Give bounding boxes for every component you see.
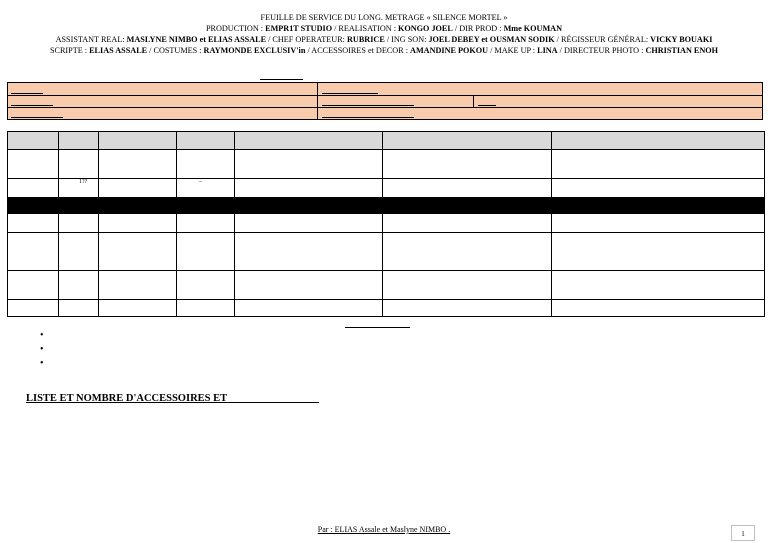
table-cell [8, 198, 765, 214]
cell-mark: 1?? [79, 179, 88, 185]
table-cell[interactable] [235, 214, 383, 233]
table-row [8, 214, 765, 233]
table-cell[interactable] [8, 300, 59, 317]
schedule-table [7, 131, 765, 317]
make-up-value: LINA [537, 46, 558, 55]
table-cell [383, 132, 552, 150]
table-cell[interactable] [552, 271, 765, 300]
table-cell[interactable] [59, 271, 99, 300]
production-value: EMPR1T STUDIO [265, 24, 333, 33]
table-cell[interactable] [99, 271, 177, 300]
assistant-label: ASSISTANT REAL: [55, 35, 127, 44]
table-header-row [8, 132, 765, 150]
table-cell [552, 132, 765, 150]
table-cell[interactable] [383, 150, 552, 179]
table-cell [177, 132, 235, 150]
table-cell [235, 132, 383, 150]
accessoires-label: / ACCESSOIRES et DECOR : [305, 46, 411, 55]
info-field-line[interactable] [11, 93, 43, 94]
info-field-line[interactable] [322, 117, 414, 118]
table-cell[interactable] [177, 150, 235, 179]
scripte-value: ELIAS ASSALE [89, 46, 148, 55]
table-cell[interactable] [8, 271, 59, 300]
info-divider-vertical [317, 83, 318, 119]
table-cell[interactable] [177, 233, 235, 271]
ing-son-label: / ING SON: [384, 35, 429, 44]
dir-prod-label: / DIR PROD : [452, 24, 504, 33]
table-cell[interactable] [552, 179, 765, 198]
info-field-line[interactable] [478, 105, 496, 106]
ing-son-value: JOEL DEBEY et OUSMAN SODIK [428, 35, 555, 44]
table-cell[interactable] [8, 233, 59, 271]
list-item: • [40, 330, 47, 341]
table-cell [99, 132, 177, 150]
dir-prod-value: Mme KOUMAN [503, 24, 563, 33]
table-cell[interactable] [8, 214, 59, 233]
table-cell[interactable] [383, 271, 552, 300]
table-cell[interactable] [552, 214, 765, 233]
list-item: • [40, 358, 47, 369]
table-cell[interactable] [552, 233, 765, 271]
table-cell[interactable] [99, 179, 177, 198]
table-cell[interactable] [59, 179, 99, 198]
assistant-value: MASLYNE NIMBO et ELIAS ASSALE [126, 35, 267, 44]
footer [0, 525, 768, 534]
table-cell[interactable] [235, 300, 383, 317]
info-field-line[interactable] [11, 105, 53, 106]
crew-line-1 [0, 34, 768, 45]
table-cell[interactable] [177, 179, 235, 198]
dir-photo-label: / DIRECTEUR PHOTO : [557, 46, 646, 55]
accessoires-value: AMANDINE POKOU [410, 46, 489, 55]
table-separator-row [8, 198, 765, 214]
table-cell[interactable] [59, 233, 99, 271]
footer-text: Par : ELIAS Assale et Maslyne NIMBO . [317, 525, 451, 534]
table-cell[interactable] [552, 150, 765, 179]
chef-op-value: RUBRICE [347, 35, 385, 44]
table-row [8, 271, 765, 300]
table-cell[interactable] [99, 233, 177, 271]
info-divider-row-2 [8, 107, 762, 108]
info-divider-cell [473, 95, 474, 107]
table-row [8, 179, 765, 198]
table-cell[interactable] [383, 214, 552, 233]
scripte-label: SCRIPTE : [49, 46, 90, 55]
crew-line-2 [0, 45, 768, 56]
table-cell[interactable] [59, 300, 99, 317]
table-cell[interactable] [59, 150, 99, 179]
regisseur-label: / RÉGISSEUR GÉNÉRAL: [554, 35, 651, 44]
realisation-label: / REALISATION : [332, 24, 399, 33]
realisation-value: KONGO JOEL [398, 24, 453, 33]
table-cell [59, 132, 99, 150]
table-cell[interactable] [99, 214, 177, 233]
table-cell[interactable] [383, 179, 552, 198]
table-cell[interactable] [8, 150, 59, 179]
table-row [8, 150, 765, 179]
page-number: 1 [731, 525, 755, 541]
production-label: PRODUCTION : [205, 24, 266, 33]
table-row [8, 233, 765, 271]
regisseur-value: VICKY BOUAKI [650, 35, 713, 44]
list-item: • [40, 344, 47, 355]
table-cell[interactable] [8, 179, 59, 198]
table-cell[interactable] [99, 150, 177, 179]
table-cell[interactable] [235, 179, 383, 198]
info-field-line[interactable] [322, 93, 378, 94]
table-cell[interactable] [552, 300, 765, 317]
bullet-list [40, 329, 46, 371]
costumes-label: / COSTUMES : [147, 46, 204, 55]
table-cell[interactable] [383, 300, 552, 317]
section-underline [260, 79, 303, 80]
title-line: FEUILLE DE SERVICE DU LONG. METRAGE « SILENCE MORTEL » [260, 13, 508, 22]
info-field-line[interactable] [322, 105, 414, 106]
table-cell[interactable] [383, 233, 552, 271]
table-cell [8, 132, 59, 150]
table-cell[interactable] [177, 214, 235, 233]
production-line [0, 23, 768, 34]
table-cell[interactable] [99, 300, 177, 317]
costumes-value: RAYMONDE EXCLUSIV'in [203, 46, 306, 55]
accessories-list-title: LISTE ET NOMBRE D'ACCESSOIRES ET [26, 393, 228, 404]
table-cell[interactable] [235, 150, 383, 179]
info-box [7, 82, 763, 120]
section-underline [345, 327, 410, 328]
table-row [8, 300, 765, 317]
table-cell[interactable] [177, 271, 235, 300]
table-cell[interactable] [235, 233, 383, 271]
cell-mark: – [199, 179, 202, 185]
dir-photo-value: CHRISTIAN ENOH [645, 46, 719, 55]
make-up-label: / MAKE UP : [488, 46, 538, 55]
info-field-line[interactable] [11, 117, 63, 118]
table-cell[interactable] [59, 214, 99, 233]
chef-op-label: / CHEF OPERATEUR: [266, 35, 348, 44]
info-divider-row-1 [8, 95, 762, 96]
table-cell[interactable] [235, 271, 383, 300]
table-cell[interactable] [177, 300, 235, 317]
